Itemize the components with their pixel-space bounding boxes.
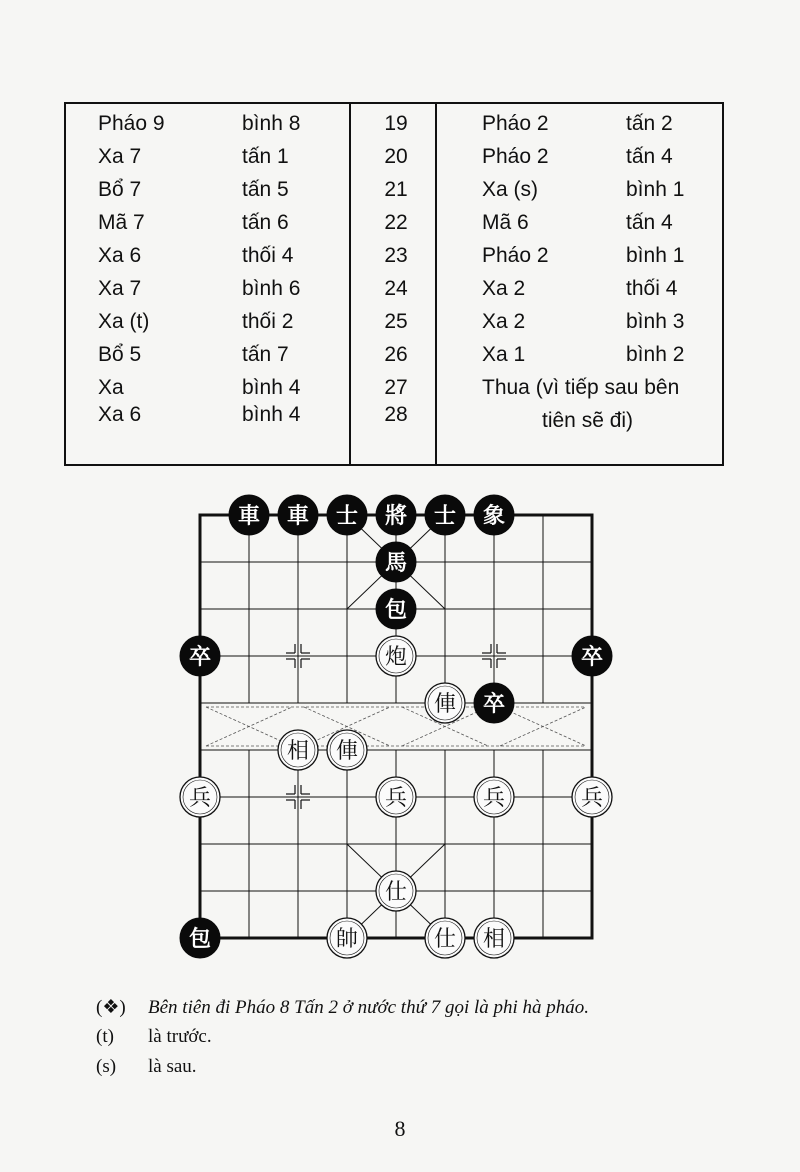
piece-label: 炮 <box>384 645 408 670</box>
piece-label: 兵 <box>580 786 604 811</box>
piece-label: 包 <box>188 926 212 952</box>
table-cell-num: 27 <box>384 376 408 399</box>
table-cell-num: 26 <box>384 343 408 366</box>
table-cell-left-piece: Xa 6 <box>98 244 142 267</box>
xiangqi-piece-black <box>474 495 514 535</box>
table-cell-right-move: bình 1 <box>626 244 685 267</box>
xiangqi-piece-red <box>180 777 220 817</box>
piece-label: 兵 <box>188 786 212 811</box>
table-cell-right-move: bình 1 <box>626 178 685 201</box>
page-number: 8 <box>394 1116 406 1141</box>
table-cell-left-move: bình 4 <box>242 376 301 399</box>
piece-label: 車 <box>237 503 261 529</box>
table-cell-right-move: bình 2 <box>626 343 685 366</box>
table-cell-right-move: thối 4 <box>626 277 678 300</box>
note-key: (t) <box>96 1026 114 1047</box>
xiangqi-piece-red <box>376 636 416 676</box>
table-cell-right-piece: Xa (s) <box>482 178 539 201</box>
xiangqi-piece-black <box>327 495 367 535</box>
table-cell-left-piece: Xa 7 <box>98 277 142 300</box>
piece-label: 相 <box>482 927 506 952</box>
table-cell-left-move: bình 4 <box>242 403 301 426</box>
table-cell-right-move: tấn 2 <box>626 112 673 135</box>
table-cell-left-move: tấn 7 <box>242 343 289 366</box>
xiangqi-piece-red <box>425 918 465 958</box>
note-key: (❖) <box>96 997 126 1018</box>
table-cell-right-move: bình 3 <box>626 310 685 333</box>
piece-label: 卒 <box>580 644 604 670</box>
piece-label: 卒 <box>482 691 506 717</box>
piece-label: 兵 <box>482 786 506 811</box>
table-cell-num: 19 <box>384 112 408 135</box>
xiangqi-piece-black <box>180 918 220 958</box>
table-cell-left-piece: Xa (t) <box>98 310 150 333</box>
table-cell-right-piece: Pháo 2 <box>482 145 549 168</box>
table-cell-right-piece: Mã 6 <box>482 211 529 234</box>
table-cell-right-piece: Xa 2 <box>482 277 526 300</box>
piece-label: 將 <box>384 503 408 529</box>
piece-label: 俥 <box>433 692 457 717</box>
river-pattern <box>206 707 586 746</box>
table-cell-right-piece: Xa 1 <box>482 343 526 366</box>
table-cell-right-extra: tiên sẽ đi) <box>542 409 634 432</box>
table-cell-left-move: bình 6 <box>242 277 301 300</box>
xiangqi-piece-black <box>376 542 416 582</box>
piece-label: 卒 <box>188 644 212 670</box>
xiangqi-piece-black <box>229 495 269 535</box>
table-cell-right-piece: Pháo 2 <box>482 112 549 135</box>
table-cell-left-piece: Xa 7 <box>98 145 142 168</box>
xiangqi-piece-red <box>376 777 416 817</box>
table-cell-num: 25 <box>384 310 408 333</box>
table-cell-num: 24 <box>384 277 408 300</box>
xiangqi-piece-red <box>278 730 318 770</box>
table-cell-num: 22 <box>384 211 408 234</box>
table-cell-left-move: tấn 5 <box>242 178 289 201</box>
xiangqi-piece-red <box>376 871 416 911</box>
table-cell-left-move: tấn 1 <box>242 145 289 168</box>
table-cell-left-piece: Bổ 5 <box>98 343 142 366</box>
table-cell-left-piece: Pháo 9 <box>98 112 165 135</box>
piece-label: 車 <box>286 503 310 529</box>
table-cell-right-piece: Pháo 2 <box>482 244 549 267</box>
xiangqi-piece-red <box>474 918 514 958</box>
piece-label: 包 <box>384 597 408 623</box>
table-cell-right-move: tấn 4 <box>626 211 673 234</box>
table-cell-left-piece: Bổ 7 <box>98 178 142 201</box>
piece-label: 帥 <box>335 927 359 952</box>
xiangqi-piece-black <box>474 683 514 723</box>
note-line <box>96 1056 197 1078</box>
piece-label: 仕 <box>433 927 457 952</box>
note-line <box>96 996 589 1019</box>
note-text: Bên tiên đi Pháo 8 Tấn 2 ở nước thứ 7 gọi là phi hà pháo. <box>148 997 590 1018</box>
table-cell-num: 28 <box>384 403 408 426</box>
table-cell-left-move: bình 8 <box>242 112 301 135</box>
table-cell-num: 23 <box>384 244 408 267</box>
table-cell-right-piece: Xa 2 <box>482 310 526 333</box>
piece-label: 士 <box>433 503 457 529</box>
table-cell-num: 20 <box>384 145 408 168</box>
xiangqi-piece-red <box>425 683 465 723</box>
xiangqi-piece-black <box>278 495 318 535</box>
piece-label: 象 <box>482 503 506 529</box>
xiangqi-piece-red <box>572 777 612 817</box>
xiangqi-piece-black <box>376 495 416 535</box>
table-cell-left-move: thối 4 <box>242 244 294 267</box>
note-line <box>96 1026 212 1048</box>
piece-label: 仕 <box>384 880 408 905</box>
xiangqi-piece-black <box>572 636 612 676</box>
table-cell-right-move: tấn 4 <box>626 145 673 168</box>
xiangqi-piece-black <box>180 636 220 676</box>
table-cell-right-piece: Thua (vì tiếp sau bên <box>482 376 680 399</box>
table-cell-left-move: thối 2 <box>242 310 294 333</box>
piece-label: 馬 <box>384 550 408 576</box>
note-key: (s) <box>96 1056 117 1077</box>
xiangqi-piece-red <box>474 777 514 817</box>
table-cell-left-move: tấn 6 <box>242 211 289 234</box>
xiangqi-piece-red <box>327 918 367 958</box>
xiangqi-piece-black <box>376 589 416 629</box>
table-cell-num: 21 <box>384 178 408 201</box>
table-cell-left-piece: Xa 6 <box>98 403 142 426</box>
piece-label: 相 <box>286 739 310 764</box>
note-text: là trước. <box>148 1026 212 1047</box>
xiangqi-piece-black <box>425 495 465 535</box>
note-text: là sau. <box>148 1056 197 1077</box>
piece-label: 士 <box>335 503 359 529</box>
table-cell-left-piece: Mã 7 <box>98 211 145 234</box>
piece-label: 兵 <box>384 786 408 811</box>
piece-label: 俥 <box>335 739 359 764</box>
table-cell-left-piece: Xa <box>98 376 124 399</box>
xiangqi-piece-red <box>327 730 367 770</box>
